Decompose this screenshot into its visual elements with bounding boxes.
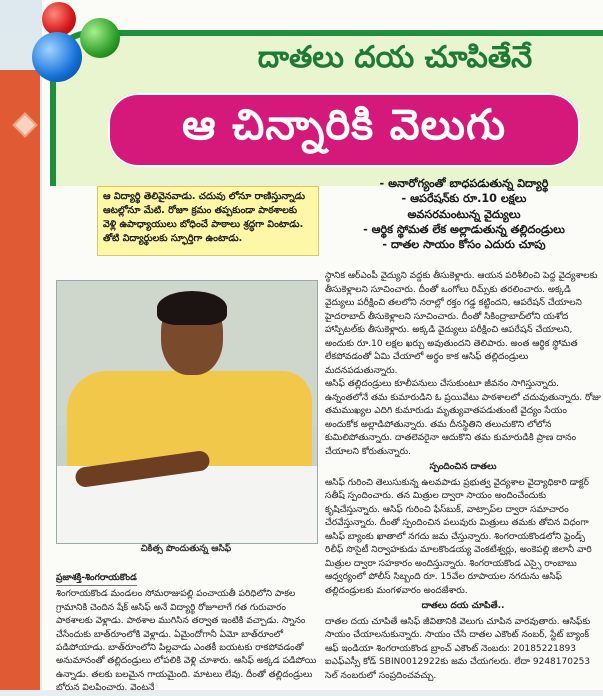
photo-caption: చికిత్స పొందుతున్న ఆసిఫ్ [140,544,232,554]
highlights-list [325,176,603,268]
paragraph: దాతల దయ చూపితే ఆసిఫ్ జీవితానికి వెలుగు చూపిన వారవుతారు. ఆసిఫ్‌కు సాయం చేయాలనుకున్నారు. సాయం చేసే దాతల ఎకౌంట్ నంబర్, స్టేట్ బ్యాంక్ ఆఫ్ ఇండియా శింగరాయకొండ బ్రాంచ్ ఎకౌంట్ నెంబరు: 20185221893 ఐఎఫ్ఎస్సీ కోడ్ SBIN0012922కు జమ చేయగలరు. లేదా 9248170253 సెల్ నంబరులో సంప్రదించవచ్చు. [325,616,591,681]
logo-dots [30,2,130,82]
highlight-item: - అనారోగ్యంతో బాధపడుతున్న విద్యార్థి [379,177,549,190]
paragraph: స్థానిక ఆర్‌ఎంపీ వైద్యుని వద్దకు తీసుకెళ్లారు. ఆయన పరిశీలించి పెద్ద వైద్యశాలకు తీసుకెళ్లాలని సూచించారు. దీంతో ఒంగోలు రిమ్స్‌కు తరలించారు. అక్కడి వైద్యులు పరీక్షించి తలలోని నరాల్లో రక్తం గడ్డ కట్టిందని, ఆపరేషన్ చేయాలని హైదరాబాద్ తీసుకెళ్లాలని సూచించారు. దీంతో సికింద్రాబాద్‌లోని యశోద హాస్పిటల్‌కు తీసుకెళ్లారు. అక్కడి వైద్యులు పరీక్షించి ఆపరేషన్ చేయాలని, అందుకు రూ.10 లక్షల ఖర్చు అవుతుందని తెలిపారు. అంత ఆర్థిక స్థోమత లేకపోవడంతో ఏమి చేయాలో అర్థం కాక ఆసిఫ్ తల్లిదండ్రులు మదనపడుతున్నారు. [325,271,598,376]
subheading: దాతలు దయ చూపితే.. [421,601,505,611]
green-sphere-icon [80,18,120,58]
blue-sphere-icon [32,32,82,82]
paragraph: ఆసిఫ్ తల్లిదండ్రులు కూలీపనులు చేసుకుంటూ జీవనం సాగిస్తున్నారు. ఉన్నంతలోనే తమ కుమారుడిని ఓ ప్రయివేటు పాఠశాలలో చదువుతున్నారు. రోజు తమముఖ్యల ఎదిగి కుమారుడు మృత్యువాతపడుతుంటే వైద్యం సేయం అందుకోక అల్లాడిపోతున్నారు. తమ దీనస్థితిని తలుచుకొని లోలోన కుమిలిపోతున్నారు. దాతలెవరైనా ఆదుకొని తమ కుమారుడికి ప్రాణ దానం చేయాలని కోరుతున్నారు. [325,379,601,457]
highlight-item: అవసరమంటున్న వైద్యులు [407,207,521,221]
right-column [325,270,601,683]
headline-box [108,93,580,167]
red-sphere-icon [42,2,76,36]
dateline: ప్రజాశక్తి-శింగరాయకొండ [56,572,137,586]
highlight-item: - దాతల సాయం కోసం ఎదురు చూపు [382,238,546,252]
highlight-item: - ఆర్థిక స్థోమత లేక అల్లాడుతున్న తల్లిదండ్రులు [363,222,565,236]
intro-box: ఆ విద్యార్థి తెలివైనవాడు. చదువు లోనూ రాణిస్తున్నాడు ఆటల్లోనూ మేటి. రోజూ క్రమం తప్పకుండా పాఠశాలకు వెళ్లి ఉపాధ్యాయులు బోధించే పాఠాలు శ్రద్ధగా వింటాడు. తోటి విద్యార్థులకు స్ఫూర్తిగా ఉంటాడు. [97,186,319,256]
paragraph: శింగరాయకొండ మండలం సోమరాజుపల్లి పంచాయతీ పరిధిలోని పాకల గ్రామానికి చెందిన షేక్ ఆసిఫ్ అనే విద్యార్థి రోజూలాగే గత గురువారం పాఠశాలకు వెళ్లాడు. పాఠశాల ముగిసిన తర్వాత ఇంటికి వచ్చాడు. స్నానం చేసేందుకు బాత్‌రూంలోకి వెళ్లాడు. ఏమైందోగానీ ఏమో బాత్‌రూంలో పడిపోయాడు. బాత్‌రూంలోని పిల్లవాడు ఎంతకీ బయటకు రాకపోవడంతో అనుమానంతో తల్లిదండ్రులు లోపలికి వెళ్లి చూశారు. ఆసిఫ్ అక్కడ పడిపోయి ఉన్నాడు. తలకు బలమైన గాయమైంది. మాటలు లేవు. దీంతో తల్లిదండ్రులు బోరున విలపించారు. వెంటనే [56,589,317,694]
left-column [56,572,321,696]
headline-kicker: దాతలు దయ చూపితేనే [257,40,533,75]
headline-title: ఆ చిన్నారికి వెలుగు [182,100,506,149]
side-color-bar [0,70,40,690]
patient-photo [56,280,318,544]
subheading: స్పందించిన దాతలు [429,462,497,472]
paragraph: ఆసిఫ్ గురించి తెలుసుకున్న ఉలవపాడు ప్రభుత్వ వైద్యశాల వైద్యాధికారి డాక్టర్ సతీష్ స్పందించారు. తన మిత్రుల ద్వారా సాయం అందించేందుకు కృషిచేస్తున్నారు. ఆసిఫ్ గురించి ఫేస్‌బుక్, వాట్సాప్‌ల ద్వారా సమాచారం చేరవేస్తున్నారు. దీంతో స్పందించిన పలువురు మిత్రులు తమకు తోచిన విధంగా ఆసిఫ్ బ్యాంకు ఖాతాలో నగదు జమ చేస్తున్నారు. శింగరాయకొండలోని ఫ్రెండ్స్ రిలీఫ్ సొసైటీ నిర్వాహకుడు మాలకొండయ్య వెంకటేశ్వర్లు, అంకెపల్లి జిలానీ వారి మిత్రుల ద్వారా సహకారం అందిస్తున్నారు. శింగరాయకొండ ఎస్సై రాంబాబు ఆధ్వర్యంలో పోలీస్ సిబ్బంది రూ. 15వేల రూపాయల నగదును ఆసిఫ్ తల్లిదండ్రులకు మంగళవారం అందజేశారు. [325,477,592,596]
highlight-item: - ఆపరేషన్‌కు రూ.10 లక్షలు [401,192,527,206]
